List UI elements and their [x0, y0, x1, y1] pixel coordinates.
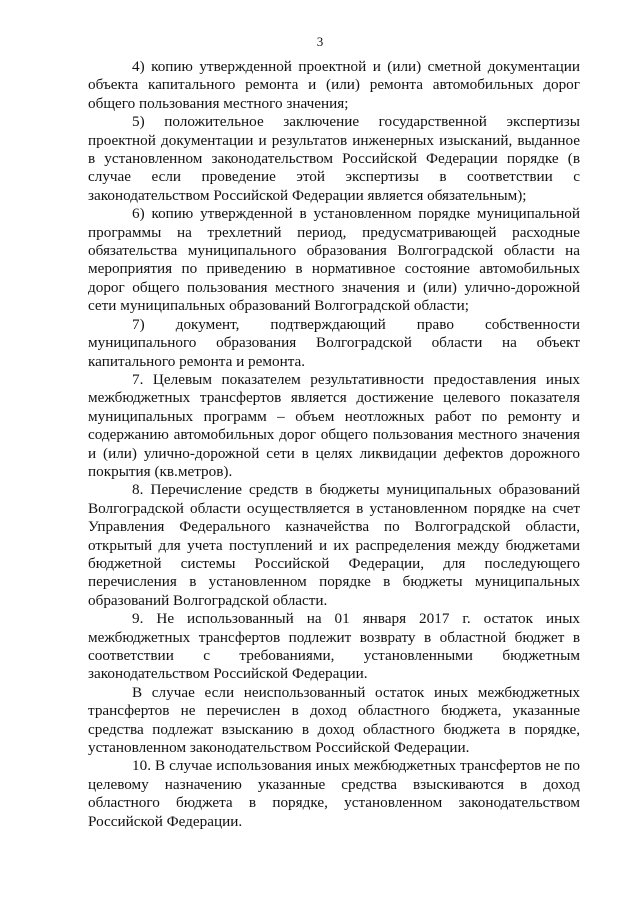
paragraph-item-7-ownership-document: 7) документ, подтверждающий право собственности муниципального образования Волгоградской области на объект капитального ремонта и ремонта.	[88, 315, 580, 370]
paragraph-item-5-expert-review: 5) положительное заключение государственной экспертизы проектной документации и результатов инженерных изысканий, выданное в установленном законодательством Российской Федерации порядке (в случае если проведение этой экспертизы в соответствии с законодательством Российской Федерации является обязательным);	[88, 113, 580, 204]
paragraph-section-9-recovery: В случае если неиспользованный остаток иных межбюджетных трансфертов не перечислен в доход областного бюджета, указанные средства подлежат взысканию в доход областного бюджета в порядке, установленном законодательством Российской Федерации.	[88, 683, 580, 757]
paragraph-section-10-misuse: 10. В случае использования иных межбюджетных трансфертов не по целевому назначению указанные средства взыскиваются в доход областного бюджета в порядке, установленном законодательством Российской Федерации.	[88, 757, 580, 830]
paragraph-item-6-municipal-program: 6) копию утвержденной в установленном порядке муниципальной программы на трехлетний период, предусматривающей расходные обязательства муниципального образования Волгоградской области на мероприятия по приведению в нормативное состояние автомобильных дорог общего пользования местного значения и (или) улично-дорожной сети муниципальных образований Волгоградской области;	[88, 205, 580, 315]
paragraph-item-4-project-documentation: 4) копию утвержденной проектной и (или) сметной документации объекта капитального ремонта и (или) ремонта автомобильных дорог общего пользования местного значения;	[88, 58, 580, 112]
page-number: 3	[316, 34, 324, 49]
document-body	[88, 58, 580, 831]
paragraph-section-8-funds-transfer: 8. Перечисление средств в бюджеты муниципальных образований Волгоградской области осуществляется в установленном порядке на счет Управления Федерального казначейства по Волгоградской области, открытый для учета поступлений и их распределения между бюджетами бюджетной системы Российской Федерации, для последующего перечисления в установленном порядке в бюджеты муниципальных образований Волгоградской области.	[88, 481, 580, 609]
paragraph-section-9-balance-return: 9. Не использованный на 01 января 2017 г. остаток иных межбюджетных трансфертов подлежит возврату в областной бюджет в соответствии с требованиями, установленными бюджетным законодательством Российской Федерации.	[88, 610, 580, 683]
paragraph-section-7-target-indicator: 7. Целевым показателем результативности предоставления иных межбюджетных трансфертов является достижение целевого показателя муниципальных программ – объем неотложных работ по ремонту и содержанию автомобильных дорог общего пользования местного значения и (или) улично-дорожной сети в целях ликвидации дефектов дорожного покрытия (кв.метров).	[88, 370, 580, 480]
